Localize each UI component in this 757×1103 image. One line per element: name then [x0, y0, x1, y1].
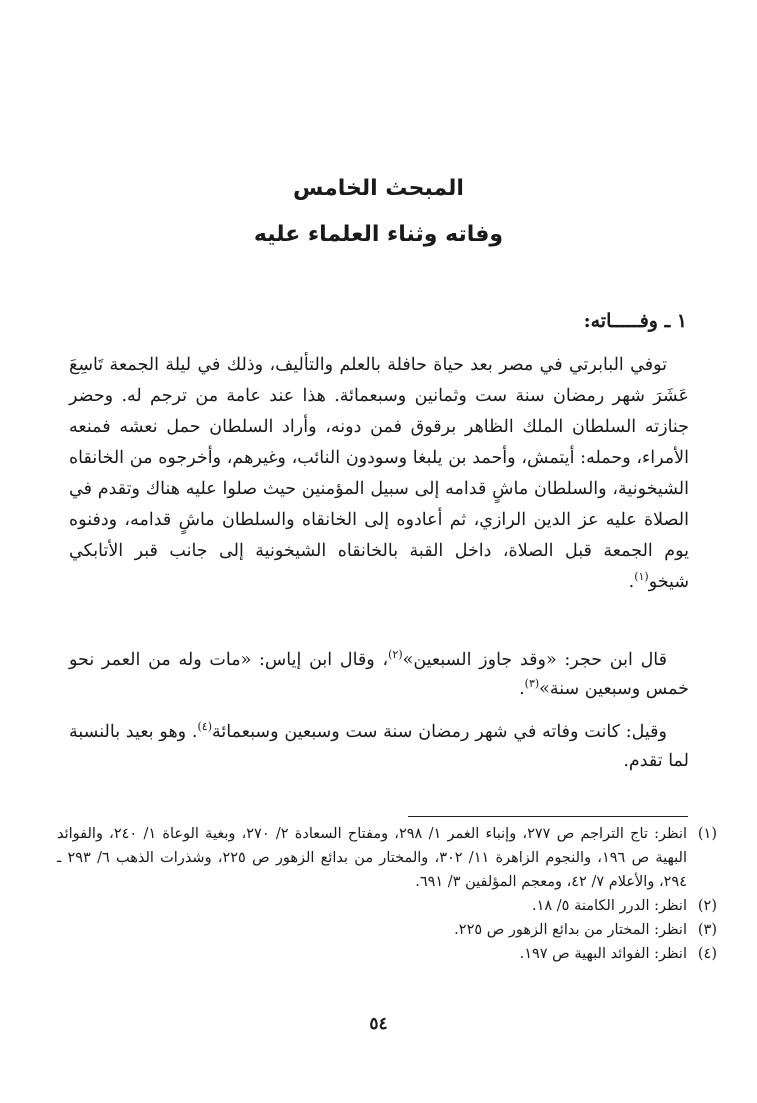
footnote-divider [408, 816, 688, 817]
footnote-item [57, 822, 717, 894]
footnote-ref: (١) [634, 570, 649, 584]
footnote-ref: (٣) [524, 677, 540, 691]
paragraph-text: قال ابن حجر: «وقد جاوز السبعين» [402, 650, 667, 670]
paragraph-end: . [519, 679, 525, 699]
subsection-title: ١ ـ وفـــــاته: [583, 310, 687, 332]
footnote-number: (١) [697, 826, 717, 842]
page-number: ٥٤ [369, 1014, 388, 1034]
footnote-number: (٣) [697, 922, 717, 938]
footnote-text: انظر: الدرر الكامنة ٥/ ١٨. [531, 898, 687, 914]
section-subheading: وفاته وثناء العلماء عليه [253, 222, 504, 247]
paragraph-age [69, 646, 689, 704]
paragraph-death [69, 350, 689, 598]
footnote-ref: (٢) [388, 648, 403, 662]
paragraph-text: ، وقال ابن إياس: «مات وله من العمر نحو خمس وسبعين سنة» [69, 650, 689, 699]
footnote-item [57, 942, 717, 966]
paragraph-alternative [69, 718, 689, 776]
footnote-ref: (٤) [197, 720, 212, 734]
footnote-text: انظر: المختار من بدائع الزهور ص ٢٢٥. [454, 922, 687, 938]
paragraph-text: . وهو بعيد بالنسبة لما تقدم. [69, 722, 689, 771]
footnote-item [57, 918, 717, 942]
footnote-text: انظر: الفوائد البهية ص ١٩٧. [519, 946, 687, 962]
footnotes [57, 822, 717, 966]
paragraph-text: توفي البابرتي في مصر بعد حياة حافلة بالعلم والتأليف، وذلك في ليلة الجمعة تَاسِعَ عَشَرَ شهر رمضان سنة ست وثمانين وسبعمائة. هذا عند عامة من ترجم له. وحضر جنازته السلطان الملك الظاهر برقوق فمن دونه، وأراد السلطان حمل نعشه فمنعه الأمراء، وحمله: أيتمش، وأحمد بن يلبغا وسودون النائب، وغيرهم، وأخرجوه من الخانقاه الشيخونية، والسلطان ماشٍ قدامه إلى سبيل المؤمنين حيث صلوا عليه هناك وتقدم في الصلاة عليه عز الدين الرازي، ثم أعادوه إلى الخانقاه والسلطان ماشٍ قدامه، ودفنوه يوم الجمعة قبل الصلاة، داخل القبة بالخانقاه الشيخونية إلى جانب قبر الأتابكي شيخو [69, 355, 689, 592]
paragraph-text: وقيل: كانت وفاته في شهر رمضان سنة ست وسبعين وسبعمائة [212, 722, 668, 742]
footnote-number: (٤) [697, 946, 717, 962]
section-heading: المبحث الخامس [293, 176, 464, 201]
footnote-item [57, 894, 717, 918]
footnote-text: انظر: تاج التراجم ص ٢٧٧، وإنباء الغمر ١/ ٢٩٨، ومفتاح السعادة ٢/ ٢٧٠، وبغية الوعاة ١/ ٢٤٠، والفوائد البهية ص ١٩٦، والنجوم الزاهرة ١١/ ٣٠٢، والمختار من بدائع الزهور ص ٢٢٥، وشذرات الذهب ٦/ ٢٩٣ ـ ٢٩٤، والأعلام ٧/ ٤٢، ومعجم المؤلفين ٣/ ٦٩١. [57, 826, 688, 890]
paragraph-end: . [628, 572, 635, 592]
footnote-number: (٢) [697, 898, 717, 914]
